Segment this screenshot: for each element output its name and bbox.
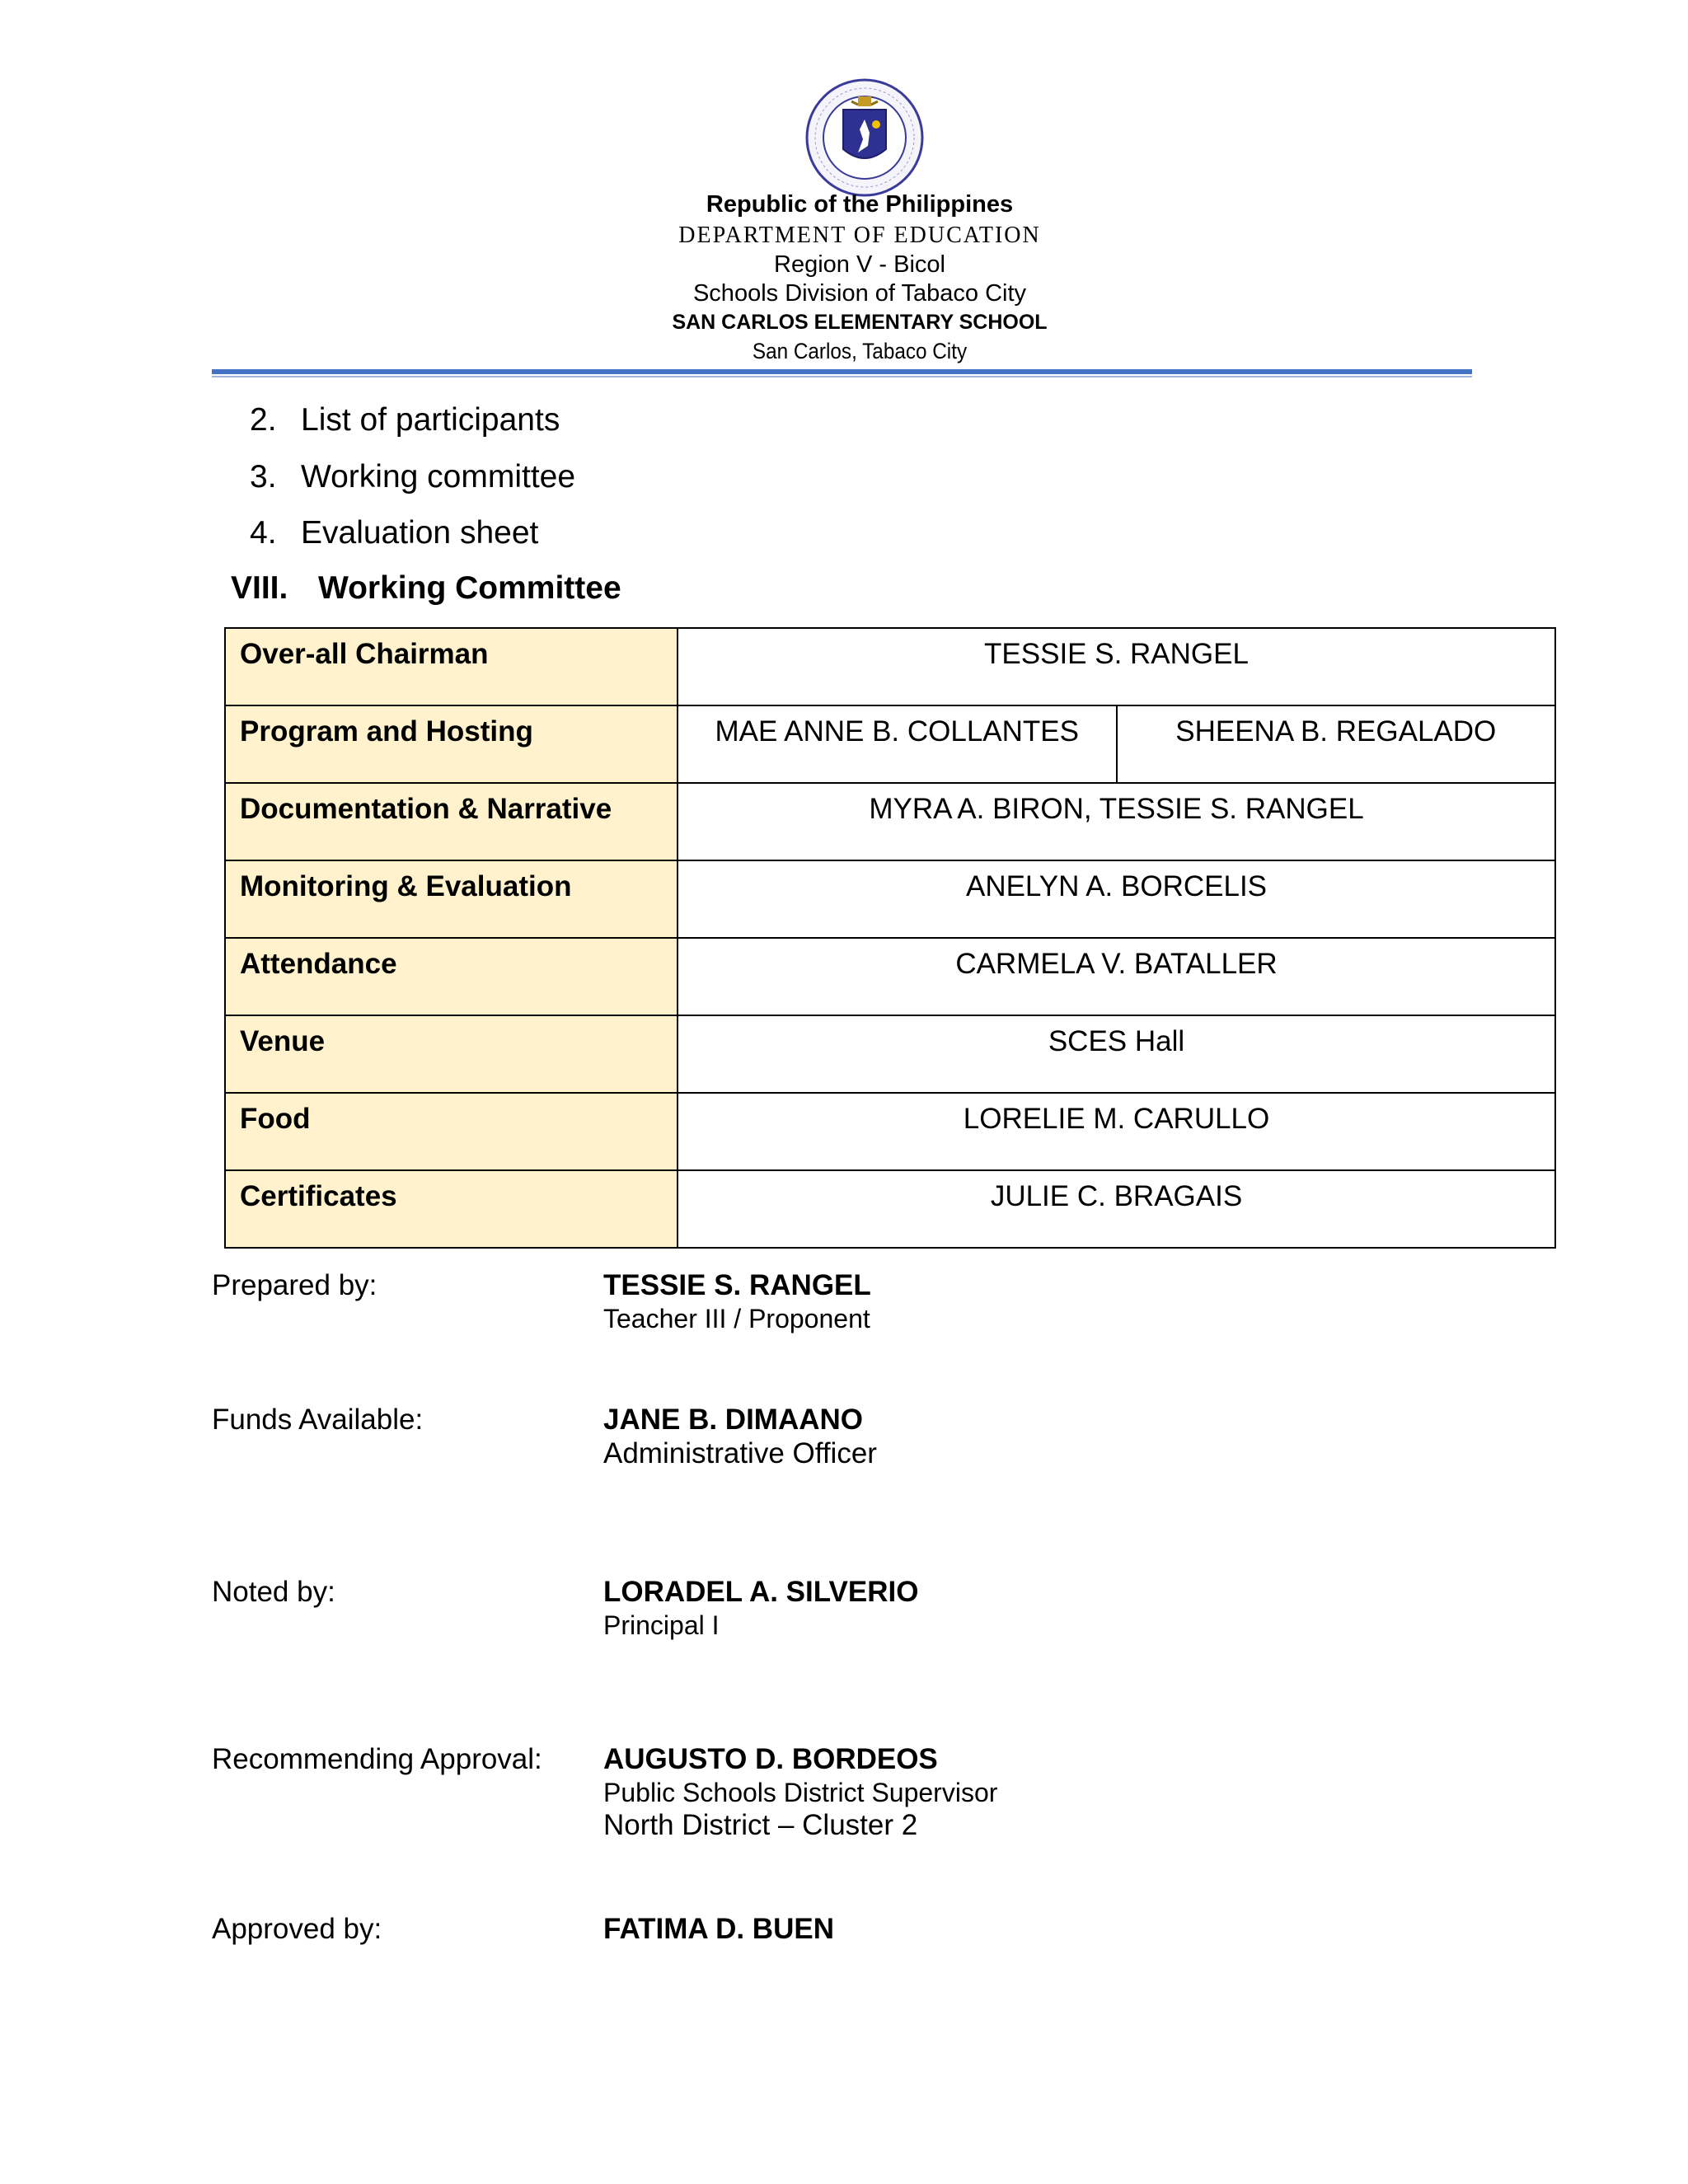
table-row [225, 628, 1555, 705]
committee-role: Food [225, 1093, 678, 1170]
committee-member: JULIE C. BRAGAIS [678, 1170, 1555, 1248]
list-item-text: Evaluation sheet [301, 515, 539, 551]
table-row [225, 938, 1555, 1015]
committee-role: Certificates [225, 1170, 678, 1248]
committee-role: Monitoring & Evaluation [225, 860, 678, 938]
prepared-by-name: TESSIE S. RANGEL [603, 1269, 871, 1301]
recommending-approval-district: North District – Cluster 2 [603, 1809, 918, 1841]
republic-heading: Republic of the Philippines [706, 191, 1014, 218]
header-rule [212, 369, 1472, 374]
section-title: Working Committee [318, 570, 621, 606]
funds-available-title: Administrative Officer [603, 1437, 877, 1469]
list-item [250, 402, 560, 438]
approved-by-label: Approved by: [212, 1913, 382, 1945]
committee-member: MYRA A. BIRON, TESSIE S. RANGEL [678, 783, 1555, 860]
section-number: VIII. [231, 570, 288, 606]
table-row [225, 1093, 1555, 1170]
noted-by-title: Principal I [603, 1610, 720, 1640]
committee-role: Attendance [225, 938, 678, 1015]
committee-table [224, 627, 1556, 1249]
section-heading [231, 570, 621, 607]
committee-role: Venue [225, 1015, 678, 1093]
committee-member: SCES Hall [678, 1015, 1555, 1093]
school-address: San Carlos, Tabaco City [752, 339, 968, 363]
noted-by-name: LORADEL A. SILVERIO [603, 1576, 919, 1608]
committee-role: Program and Hosting [225, 705, 678, 783]
committee-member: MAE ANNE B. COLLANTES [678, 705, 1117, 783]
committee-member: CARMELA V. BATALLER [678, 938, 1555, 1015]
committee-role: Documentation & Narrative [225, 783, 678, 860]
table-row [225, 1170, 1555, 1248]
recommending-approval-name: AUGUSTO D. BORDEOS [603, 1743, 938, 1775]
committee-member: LORELIE M. CARULLO [678, 1093, 1555, 1170]
deped-seal-icon [804, 77, 926, 199]
list-item [250, 515, 538, 551]
prepared-by-title: Teacher III / Proponent [603, 1304, 870, 1333]
funds-available-name: JANE B. DIMAANO [603, 1404, 864, 1436]
department-heading: DEPARTMENT OF EDUCATION [678, 223, 1041, 248]
committee-member: ANELYN A. BORCELIS [678, 860, 1555, 938]
region-heading: Region V - Bicol [774, 251, 945, 278]
school-heading: SAN CARLOS ELEMENTARY SCHOOL [672, 311, 1048, 334]
committee-member: TESSIE S. RANGEL [678, 628, 1555, 705]
prepared-by-label: Prepared by: [212, 1269, 377, 1301]
recommending-approval-label: Recommending Approval: [212, 1743, 542, 1775]
committee-role: Over-all Chairman [225, 628, 678, 705]
division-heading: Schools Division of Tabaco City [692, 280, 1027, 307]
table-row [225, 1015, 1555, 1093]
header-rule-thin [212, 376, 1472, 377]
list-item-number: 4. [250, 515, 277, 551]
list-item-number: 2. [250, 402, 277, 438]
funds-available-label: Funds Available: [212, 1404, 424, 1436]
list-item-text: Working committee [301, 459, 576, 494]
approved-by-name: FATIMA D. BUEN [603, 1913, 834, 1945]
committee-member: SHEENA B. REGALADO [1117, 705, 1556, 783]
noted-by-label: Noted by: [212, 1576, 335, 1608]
list-item-text: List of participants [301, 402, 560, 438]
table-row [225, 705, 1555, 783]
list-item-number: 3. [250, 459, 277, 494]
table-row [225, 783, 1555, 860]
list-item [250, 459, 575, 495]
table-row [225, 860, 1555, 938]
recommending-approval-title: Public Schools District Supervisor [603, 1778, 998, 1807]
